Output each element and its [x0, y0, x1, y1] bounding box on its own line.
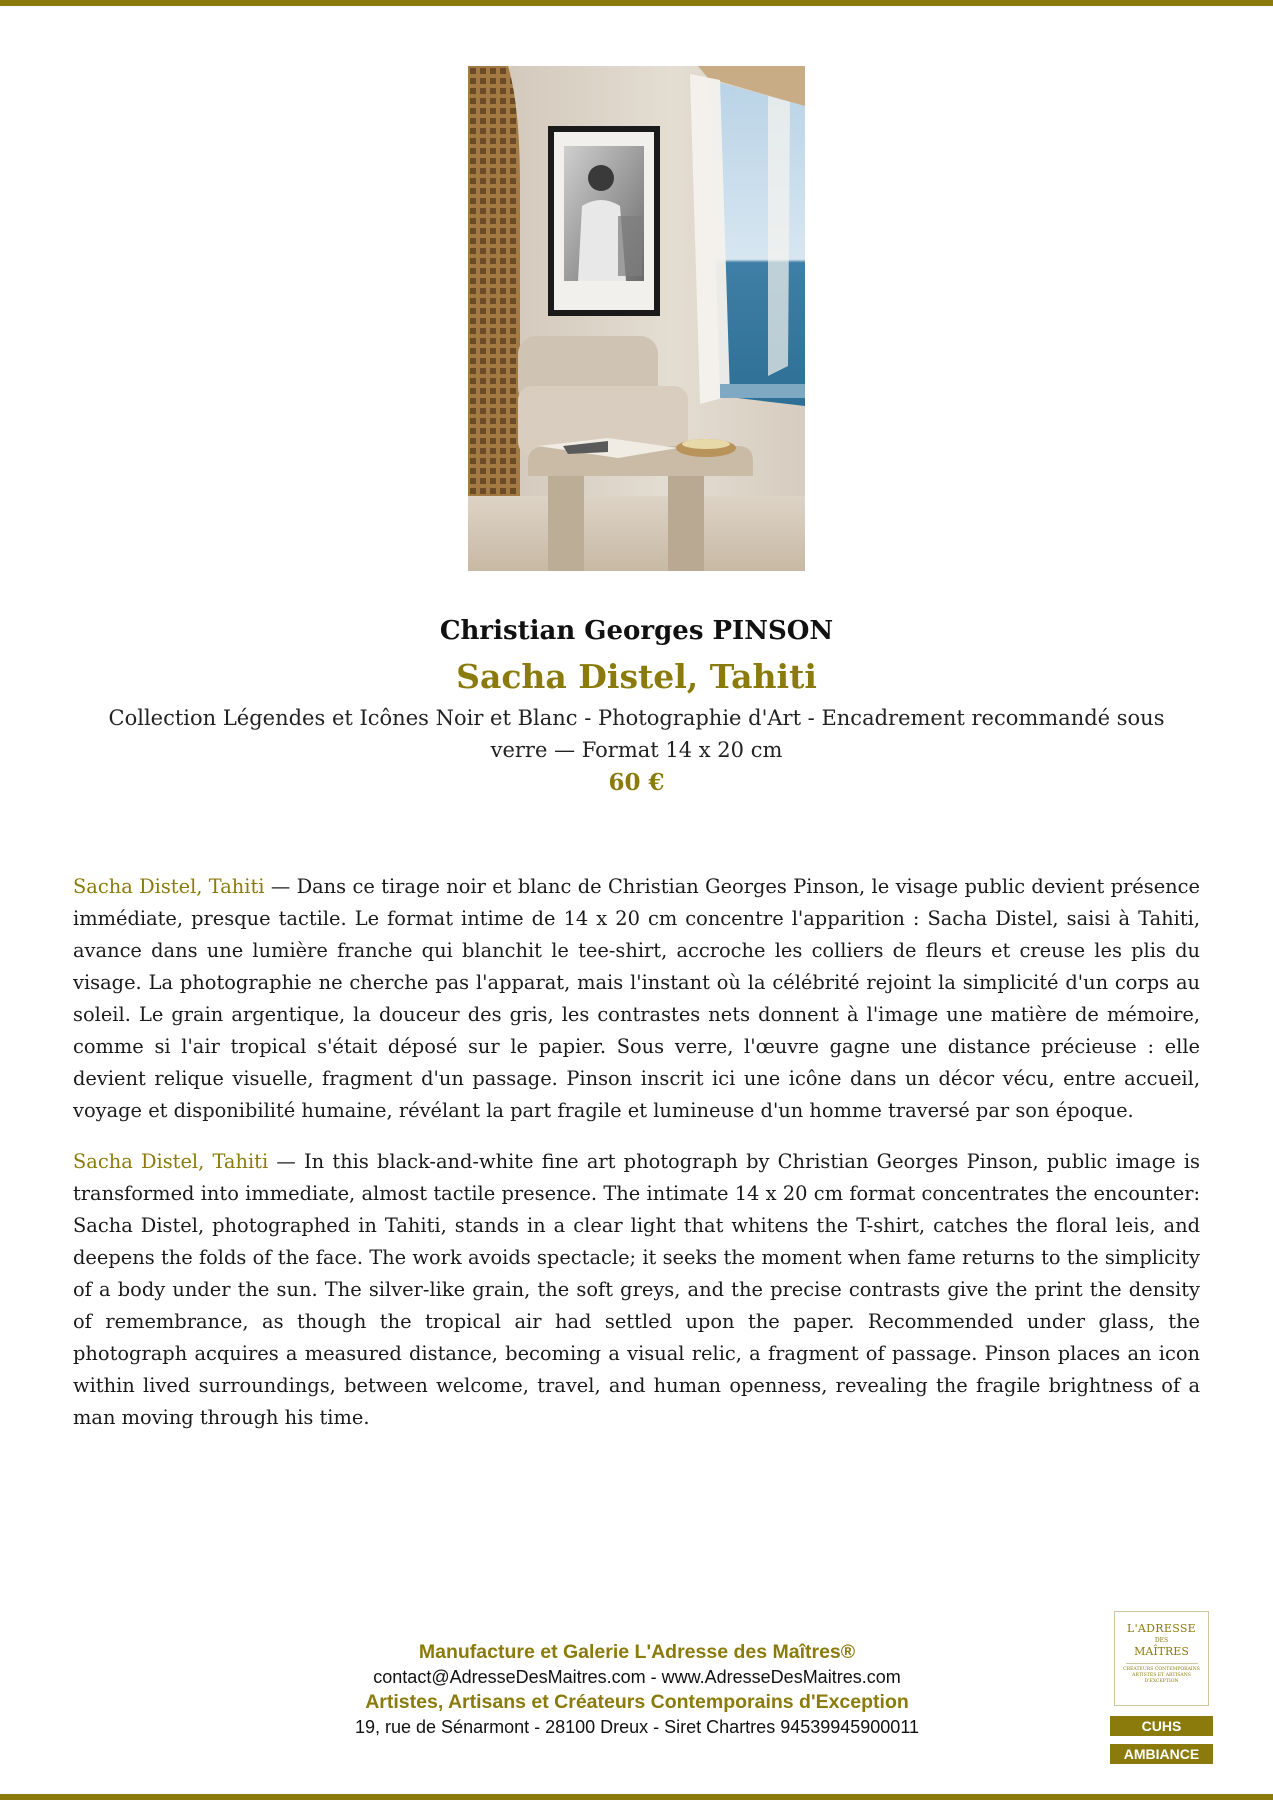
logo-divider — [1126, 1663, 1198, 1664]
badge-ambiance: AMBIANCE — [1110, 1744, 1213, 1764]
description-english-text: — In this black-and-white fine art photograph by Christian Georges Pinson, public image is transformed into immediate, almost tactile presence. The intimate 14 x 20 cm format concentrates the encounter: Sacha Distel, photographed in Tahiti, stands in a clear light that whitens the T-shirt, catches the floral leis, and deepens the folds of the face. The work avoids spectacle; it seeks the moment when fame returns to the simplicity of a body under the sun. The silver-like grain, the soft greys, and the precise contrasts give the print the density of remembrance, as though the tropical air had settled upon the paper. Recommended under glass, the photograph acquires a measured distance, becoming a visual relic, a fragment of passage. Pinson places an icon within lived surroundings, between welcome, travel, and human openness, revealing the fragile brightness of a man moving through his time. — [73, 1150, 1200, 1429]
logo-line-4: CRÉATEURS CONTEMPORAINS ARTISTES ET ARTISANS D'EXCEPTION — [1123, 1667, 1200, 1684]
footer — [237, 1639, 1037, 1739]
footer-tagline: Artistes, Artisans et Créateurs Contemporains d'Exception — [365, 1691, 909, 1713]
top-accent-bar — [0, 0, 1273, 6]
description-english-lead: Sacha Distel, Tahiti — [73, 1150, 269, 1173]
artwork-subtitle: Collection Légendes et Icônes Noir et Blanc - Photographie d'Art - Encadrement recommandé sous verre — Format 14 x 20 cm — [108, 706, 1165, 762]
logo-line-1: L'ADRESSE — [1126, 1622, 1196, 1635]
logo-line-2: DES — [1154, 1637, 1169, 1644]
artist-name: Christian Georges PINSON — [439, 616, 834, 646]
footer-company: Manufacture et Galerie L'Adresse des Maîtres® — [418, 1641, 856, 1663]
bottom-accent-bar — [0, 1794, 1273, 1800]
badge-cuhs: CUHS — [1110, 1716, 1213, 1736]
footer-address: 19, rue de Sénarmont - 28100 Dreux - Siret Chartres 94539945900011 — [354, 1717, 920, 1737]
artwork-title: Sacha Distel, Tahiti — [456, 657, 817, 696]
description-french — [73, 871, 1200, 1127]
gallery-logo — [1114, 1611, 1209, 1706]
description-french-text: — Dans ce tirage noir et blanc de Christian Georges Pinson, le visage public devient présence immédiate, presque tactile. Le format intime de 14 x 20 cm concentre l'apparition : Sacha Distel, saisi à Tahiti, avance dans une lumière franche qui blanchit le tee-shirt, accroche les colliers de fleurs et creuse les plis du visage. La photographie ne cherche pas l'apparat, mais l'instant où la célébrité rejoint la simplicité d'un corps au soleil. Le grain argentique, la douceur des gris, les contrastes nets donnent à l'image une matière de mémoire, comme si l'air tropical s'était déposé sur le papier. Sous verre, l'œuvre gagne une distance précieuse : elle devient relique visuelle, fragment d'un passage. Pinson inscrit ici une icône dans un décor vécu, entre accueil, voyage et disponibilité humaine, révélant la part fragile et lumineuse d'un homme traversé par son époque. — [73, 875, 1200, 1122]
description-english — [73, 1146, 1200, 1434]
artwork-price: 60 € — [608, 769, 665, 796]
footer-contact: contact@AdresseDesMaitres.com - www.AdresseDesMaitres.com — [373, 1667, 901, 1687]
artwork-photo — [468, 66, 805, 571]
logo-line-3: MAÎTRES — [1134, 1645, 1189, 1658]
description-french-lead: Sacha Distel, Tahiti — [73, 875, 265, 898]
